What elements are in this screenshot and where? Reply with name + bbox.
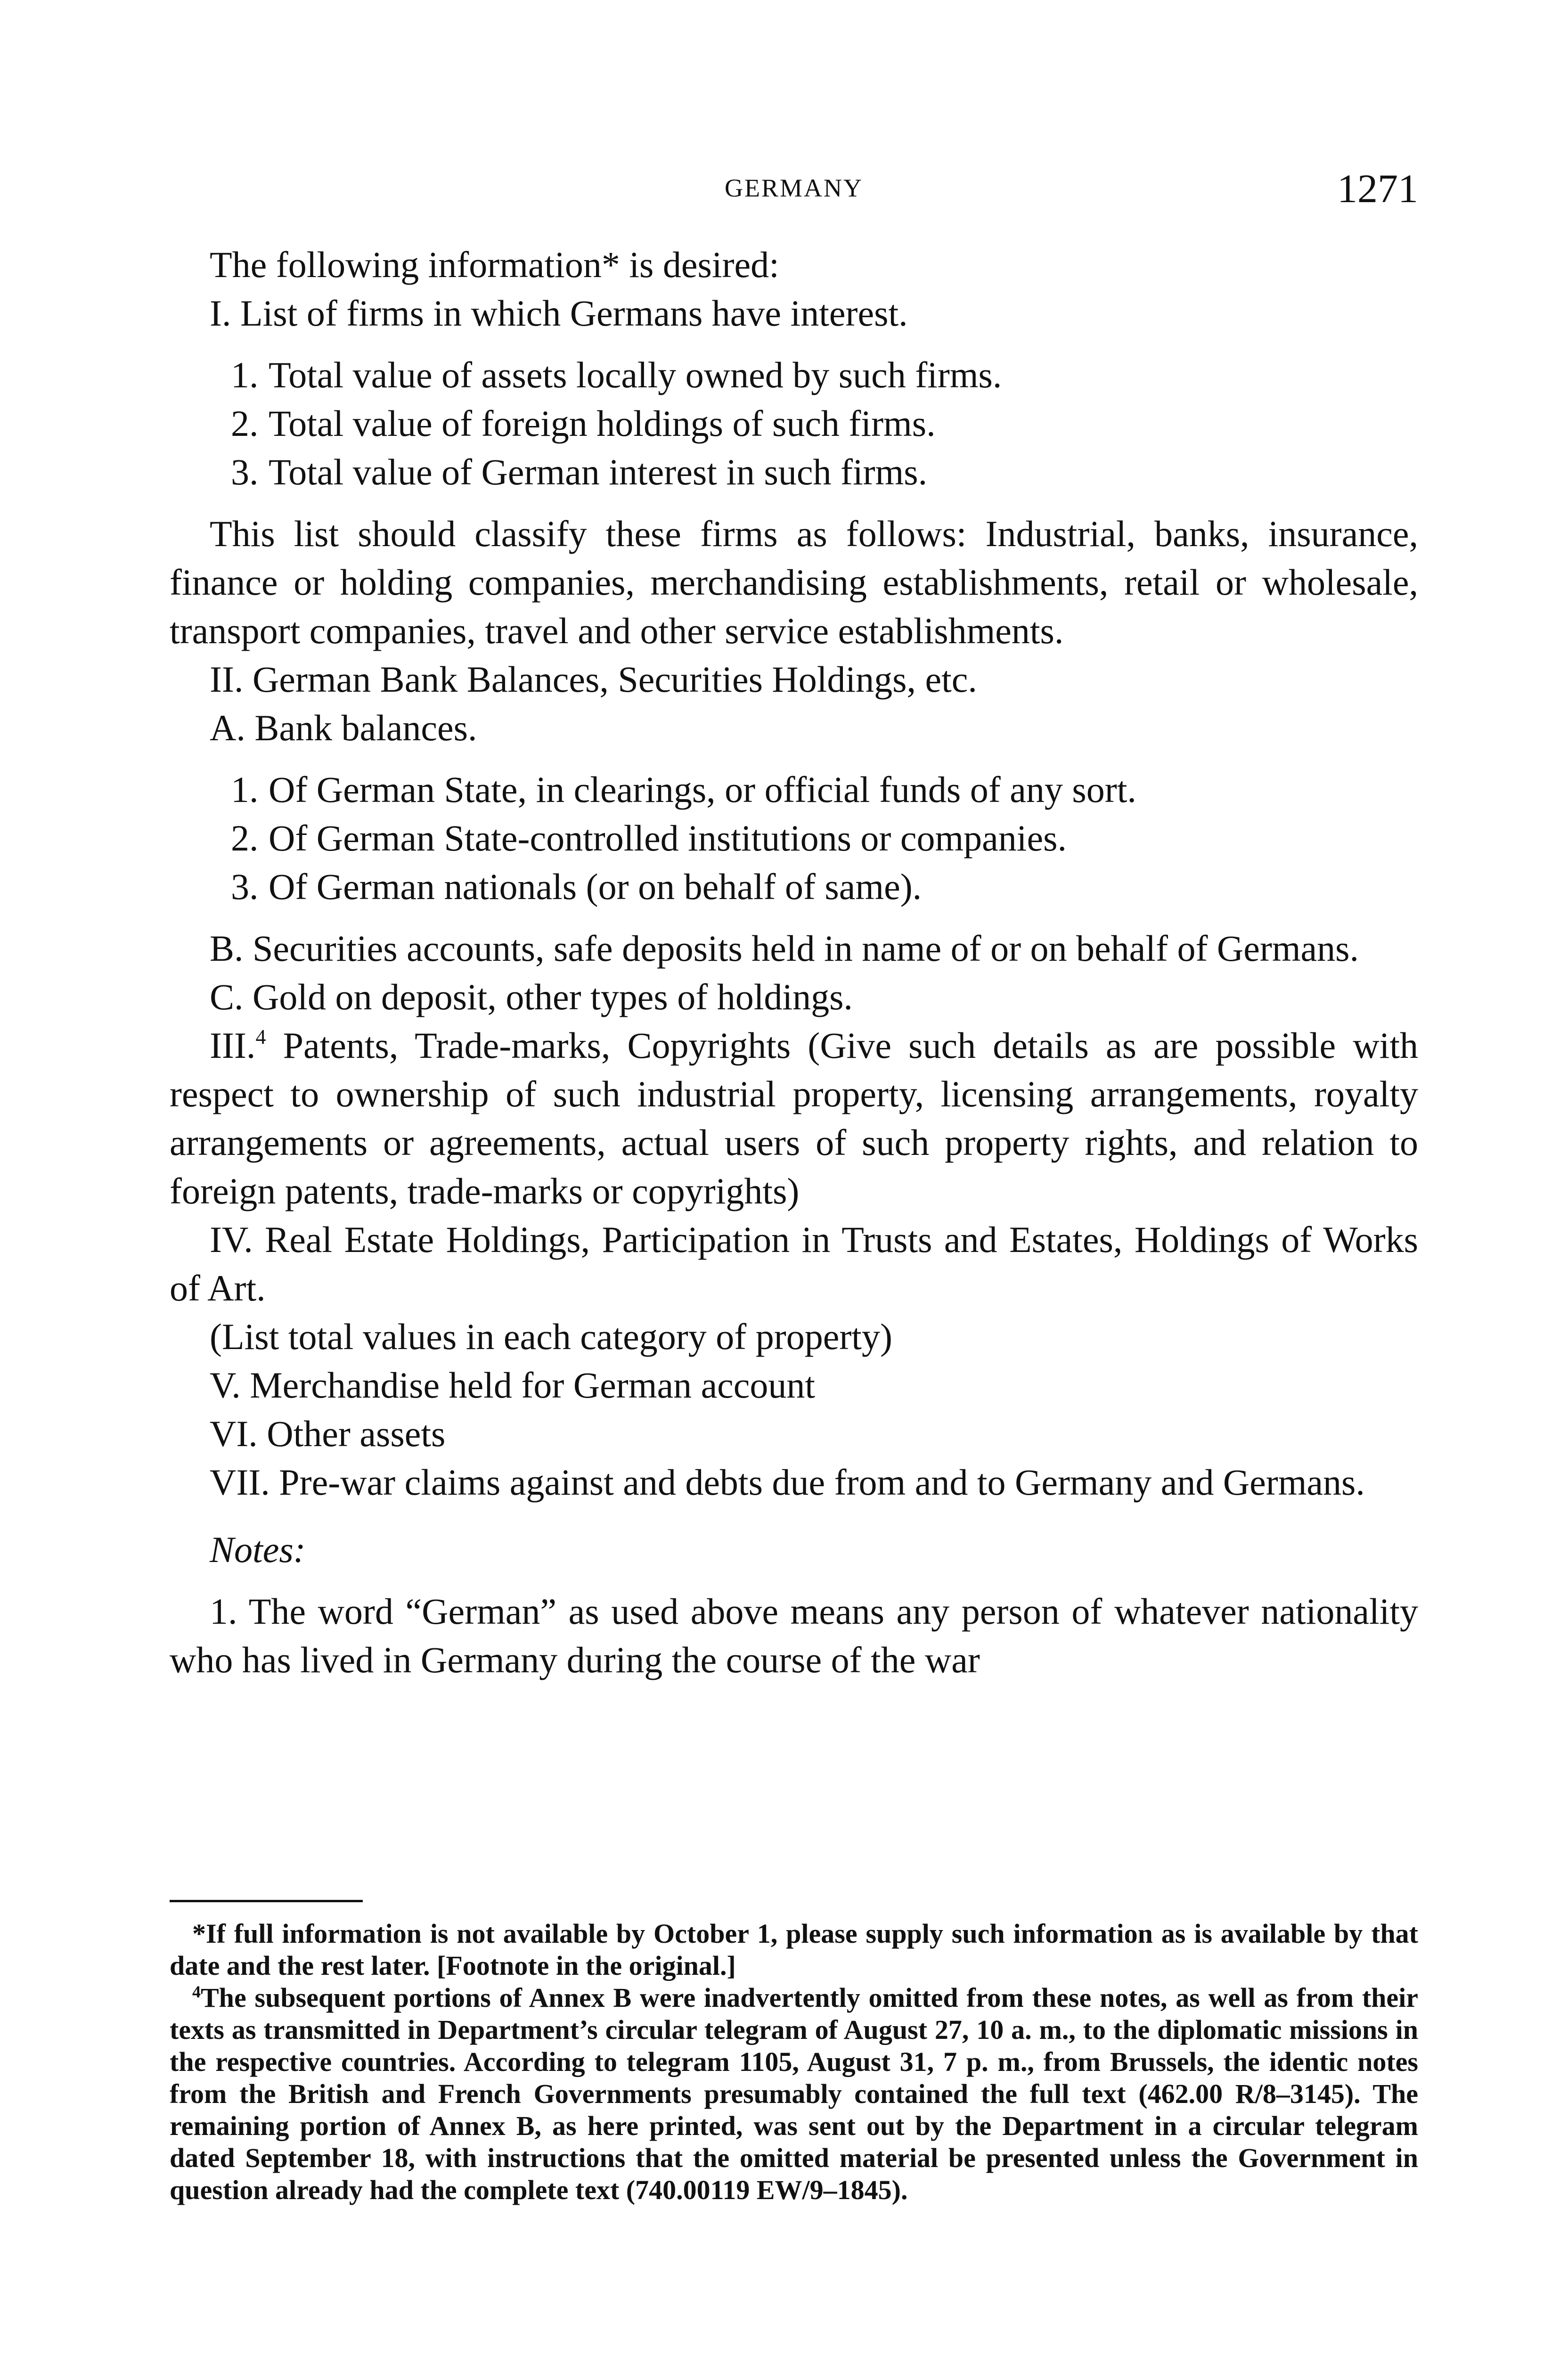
footnote-mark: 4 [192,1982,201,2001]
section-i-heading: I. List of firms in which Germans have interest. [210,293,908,334]
subsection-b: B. Securities accounts, safe deposits held in name of or on behalf of Germans. [210,928,1359,969]
section-v: V. Merchandise held for German account [210,1365,816,1406]
list-item: 3. Total value of German interest in such firms. [231,451,928,492]
footnote-rule [170,1900,363,1902]
footnote-4: $^4$The subsequent portions of Annex B were inadvertently omitted from these notes, as well as from their texts as transmitted in Department’s circular telegram of August 27, 10 a. m., to the diplomatic missions in the respective countries. According to telegram 1105, August 31, 7 p. m., from Brussels, the identic notes from the British and French Governments presumably contained the full text (462.00 R/8–3145). The remaining portion of Annex B, as here printed, was sent out by the Department in a circular telegram dated September 18, with instructions that the omitted material be presented unless the Government in question already had the complete text (740.00119 EW/9–1845). [170,1982,1418,2205]
subsection-a-heading: A. Bank balances. [210,707,477,748]
section-vii: VII. Pre-war claims against and debts due from and to Germany and Germans. [210,1462,1365,1503]
page-header [170,165,1418,212]
list-item: 1. Of German State, in clearings, or official funds of any sort. [231,769,1136,810]
list-item: 2. Total value of foreign holdings of such firms. [231,403,936,444]
section-iv-note: (List total values in each category of property) [210,1316,892,1357]
subsection-c: C. Gold on deposit, other types of holdings. [210,976,853,1017]
intro-line: The following information* is desired: [210,244,779,285]
list-item: 1. Total value of assets locally owned by such firms. [231,354,1002,395]
classification-paragraph: This list should classify these firms as follows: Industrial, banks, insurance, finance or holding companies, merchandising establishments, retail or wholesale, transport companies, travel and other service establishments. [170,513,1418,651]
body-text [170,240,1418,1684]
section-vi: VI. Other assets [210,1413,446,1454]
running-head: GERMANY [724,174,863,202]
note-1: 1. The word “German” as used above means any person of whatever nationality who has lived in Germany during the course of the war [170,1591,1418,1680]
footnote-ref: 4 [255,1025,266,1048]
list-item: 2. Of German State-controlled institutions or companies. [231,818,1067,859]
section-ii-heading: II. German Bank Balances, Securities Holdings, etc. [210,659,977,700]
page-number: 1271 [1337,166,1418,211]
section-iv: IV. Real Estate Holdings, Participation in Trusts and Estates, Holdings of Works of Art. [170,1219,1418,1309]
section-iii: III.$^4$ Patents, Trade-marks, Copyrights (Give such details as are possible with respect to ownership of such industrial property, licensing arrangements, royalty arrangements or agreements, actual users of such property rights, and relation to foreign patents, trade-marks or copyrights) [170,1025,1418,1211]
footnotes [170,1918,1418,2206]
list-item: 3. Of German nationals (or on behalf of same). [231,866,922,907]
notes-heading: Notes: [210,1529,306,1570]
footnote-star: *If full information is not available by October 1, please supply such information as is available by that date and the rest later. [Footnote in the original.] [170,1918,1418,1981]
